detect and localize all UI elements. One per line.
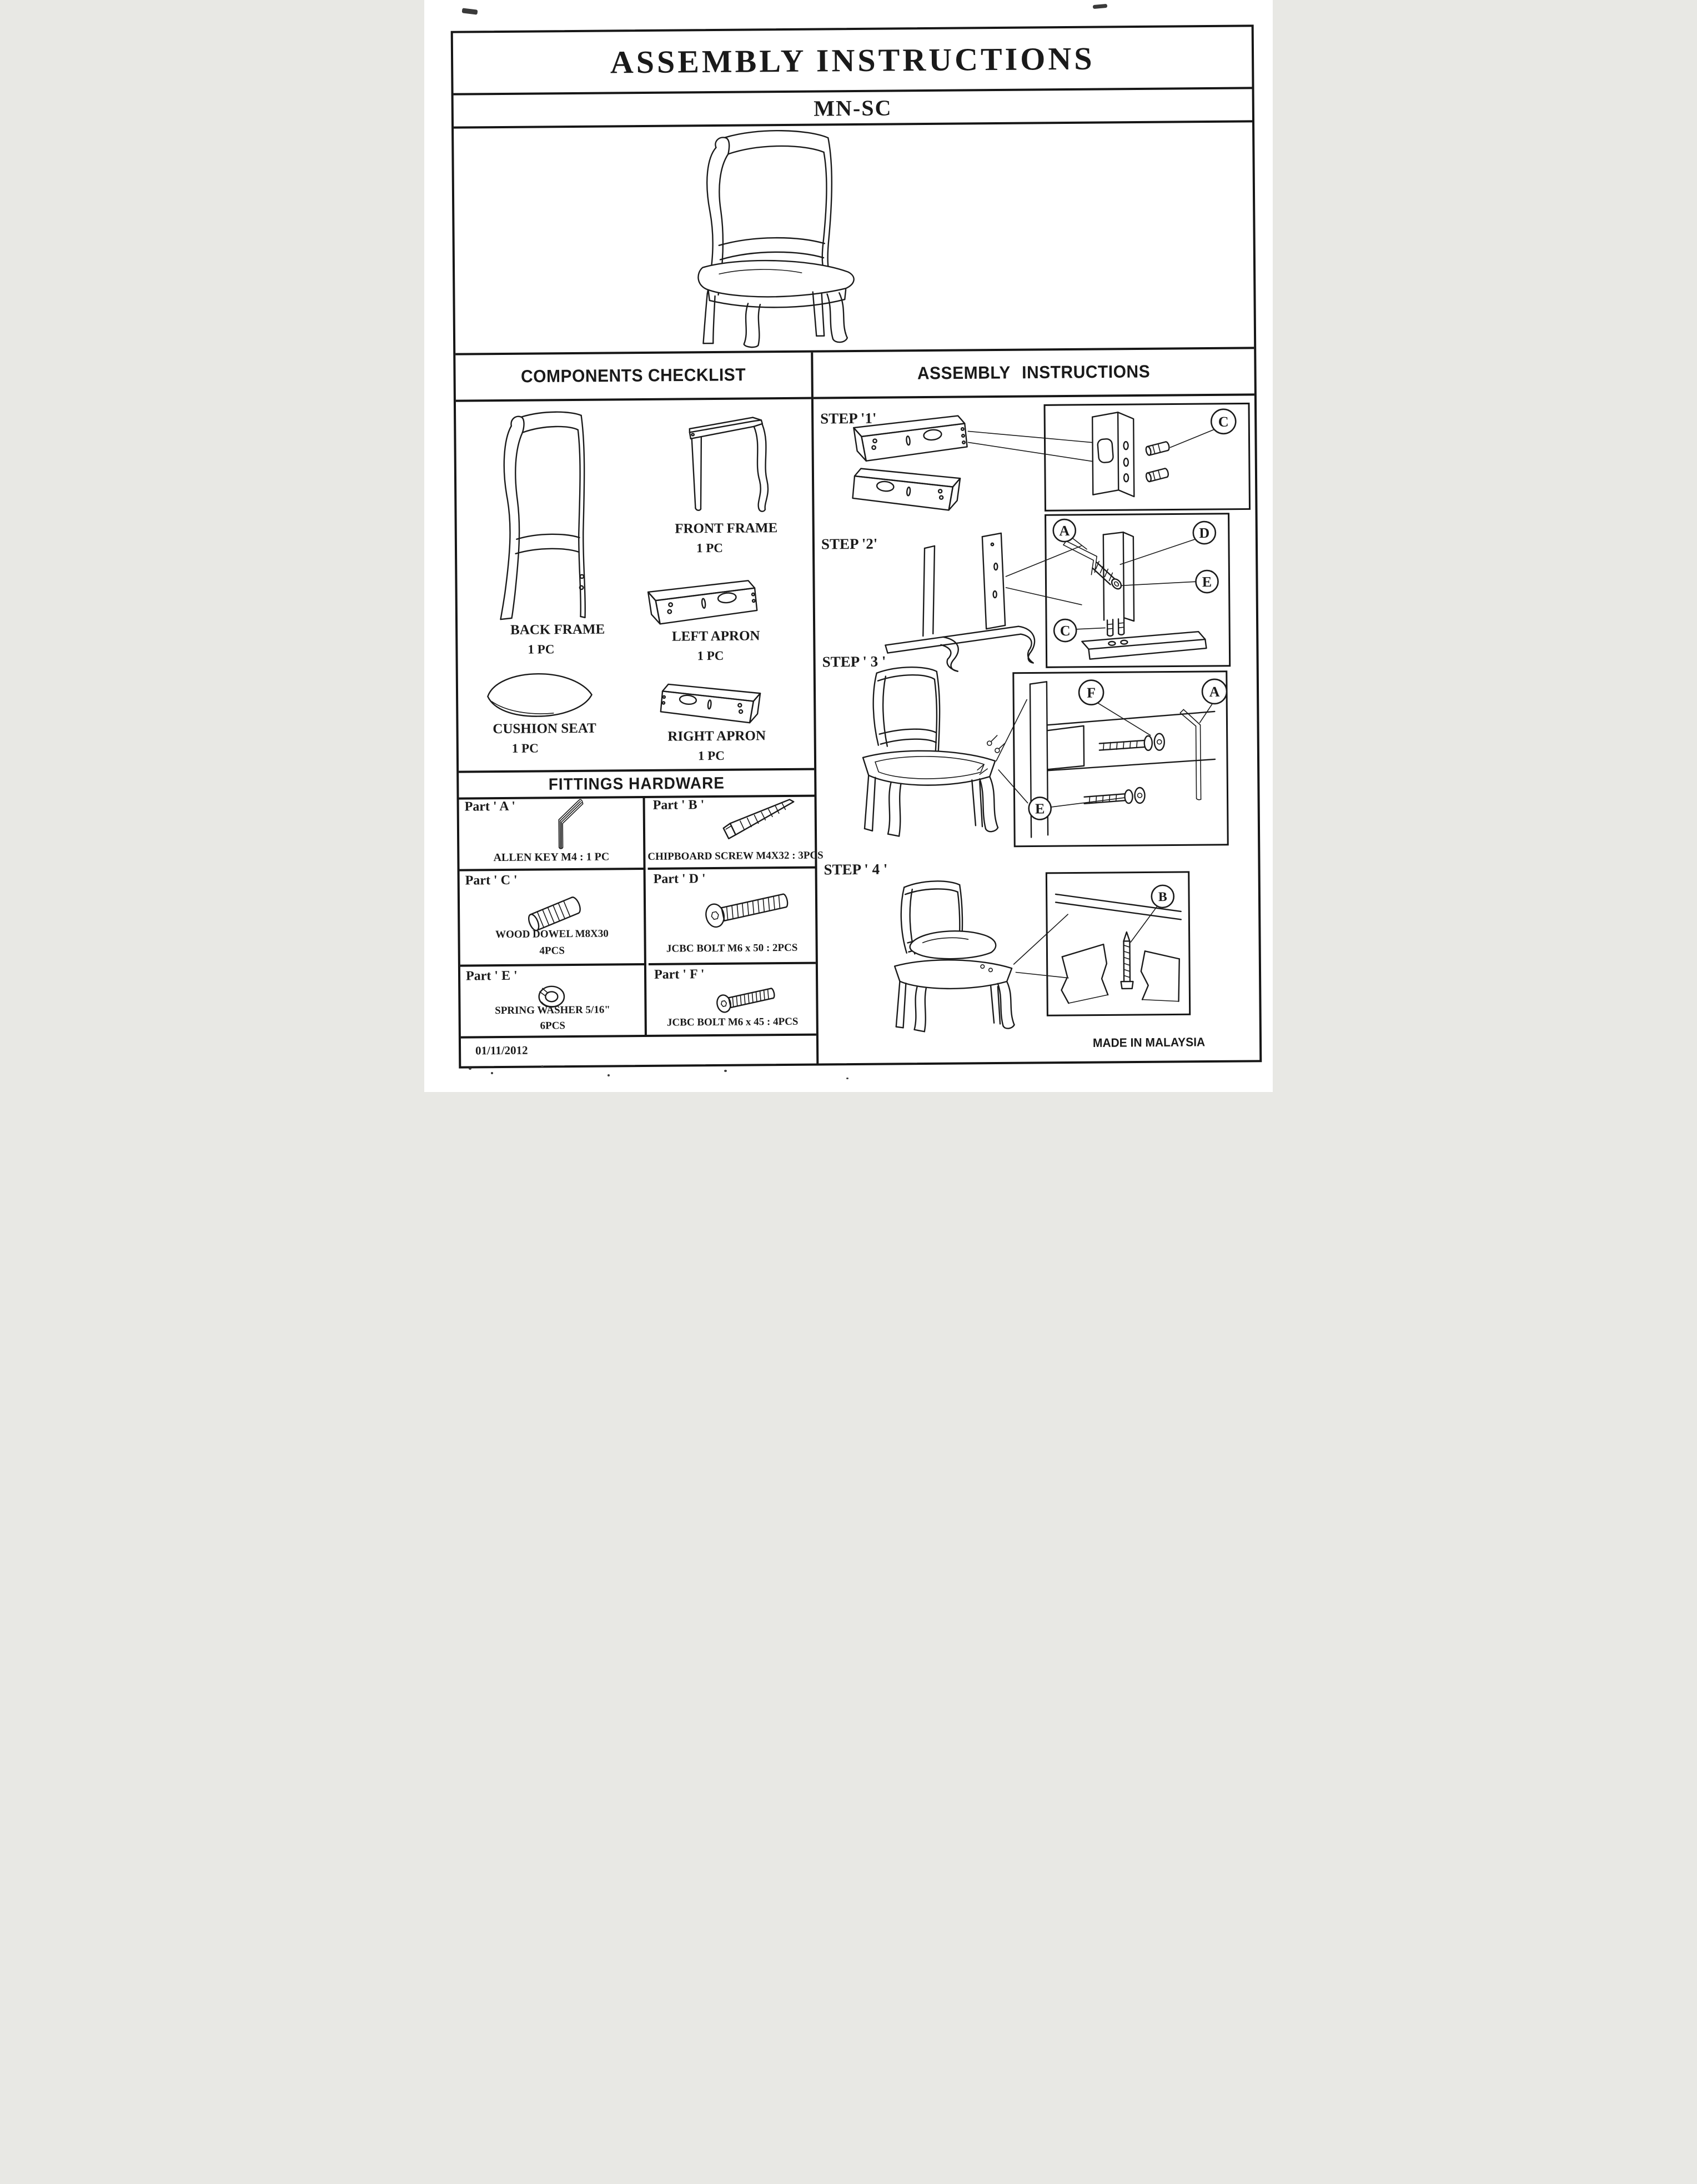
component-label: BACK FRAME (510, 622, 605, 638)
date-row (461, 1034, 816, 1069)
components-header: COMPONENTS CHECKLIST (520, 365, 746, 387)
main-chair-figure (681, 128, 871, 349)
part-c-desc2: 4PCS (539, 945, 565, 957)
callout-letter: F (1087, 684, 1096, 701)
part-e-desc: SPRING WASHER 5/16" (495, 1004, 610, 1017)
scan-artifact (491, 1072, 493, 1074)
callout-letter: A (1059, 522, 1070, 539)
part-b-desc: CHIPBOARD SCREW M4X32 : 3PCS (647, 849, 824, 863)
part-d-cell (648, 869, 816, 965)
assembly-column (813, 349, 1259, 1063)
components-column (455, 353, 824, 1066)
callout-letter: C (1218, 413, 1229, 430)
cushion-seat-figure (476, 667, 603, 723)
step-2-figure (842, 509, 1254, 674)
step-1-figure (841, 400, 1253, 517)
step-4-figure (845, 863, 1257, 1033)
scan-artifact (724, 1070, 727, 1072)
scan-artifact (541, 1065, 544, 1067)
part-f-desc: JCBC BOLT M6 x 45 : 4PCS (666, 1015, 799, 1029)
two-column-area (455, 349, 1259, 1066)
scan-artifact (469, 1068, 471, 1070)
component-label: CUSHION SEAT (493, 720, 596, 737)
part-c-cell (460, 870, 646, 967)
part-c-desc: WOOD DOWEL M8X30 (495, 928, 609, 941)
step-3-figure (844, 658, 1256, 856)
component-label: RIGHT APRON (667, 728, 766, 744)
jcbc-bolt-50-icon (691, 881, 809, 935)
right-apron-figure (650, 680, 774, 730)
made-in-label: MADE IN MALAYSIA (1092, 1035, 1206, 1050)
scan-artifact (462, 8, 478, 14)
document-border (451, 24, 1262, 1068)
page-title: ASSEMBLY INSTRUCTIONS (610, 40, 1095, 80)
scan-artifact (1093, 4, 1108, 9)
component-label: LEFT APRON (671, 628, 760, 644)
model-row (454, 89, 1252, 128)
part-c-label: Part ' C ' (465, 873, 518, 888)
callout-letter: C (1060, 622, 1071, 639)
part-a-desc: ALLEN KEY M4 : 1 PC (493, 850, 610, 864)
step-3-label: STEP ' 3 ' (822, 653, 886, 670)
component-qty: 1 PC (696, 540, 724, 555)
model-number: MN-SC (814, 94, 892, 121)
fittings-header: FITTINGS HARDWARE (548, 773, 725, 794)
callout-letter: E (1035, 800, 1045, 817)
callout-letter: E (1202, 573, 1212, 590)
assembly-header: ASSEMBLY INSTRUCTIONS (917, 362, 1151, 384)
back-frame-figure (481, 410, 596, 622)
scan-artifact (607, 1074, 610, 1076)
allen-key-icon (543, 798, 610, 851)
front-frame-figure (674, 413, 780, 522)
part-f-label: Part ' F ' (654, 967, 705, 982)
callout-letter: A (1209, 683, 1220, 700)
component-qty: 1 PC (511, 741, 539, 755)
components-header-row (455, 353, 811, 402)
part-f-cell (649, 964, 816, 1035)
step-4-label: STEP ' 4 ' (824, 860, 888, 878)
assembly-instruction-sheet (424, 0, 1273, 1092)
component-qty: 1 PC (528, 642, 555, 657)
scan-artifact (846, 1078, 848, 1079)
jcbc-bolt-45-icon (694, 978, 806, 1019)
assembly-header-row (813, 349, 1254, 399)
part-d-label: Part ' D ' (653, 871, 706, 886)
step-2-label: STEP '2' (821, 535, 878, 553)
part-b-label: Part ' B ' (652, 798, 705, 813)
part-b-cell (647, 795, 824, 870)
title-row (453, 27, 1252, 95)
chair-illustration-section (454, 122, 1254, 355)
callout-letter: D (1199, 525, 1210, 542)
part-d-desc: JCBC BOLT M6 x 50 : 2PCS (666, 941, 798, 955)
wood-dowel-icon (513, 885, 596, 934)
part-a-label: Part ' A ' (464, 799, 516, 814)
component-label: FRONT FRAME (675, 520, 778, 537)
chipboard-screw-icon (711, 798, 812, 850)
left-apron-figure (641, 577, 774, 632)
part-e-cell (460, 965, 647, 1036)
component-qty: 1 PC (697, 648, 724, 663)
part-a-cell (459, 796, 646, 871)
step-1-label: STEP '1' (820, 409, 877, 427)
callout-letter: B (1158, 889, 1167, 905)
component-qty: 1 PC (697, 748, 725, 763)
part-e-label: Part ' E ' (465, 968, 518, 984)
part-e-desc2: 6PCS (540, 1020, 566, 1032)
revision-date: 01/11/2012 (475, 1043, 528, 1058)
